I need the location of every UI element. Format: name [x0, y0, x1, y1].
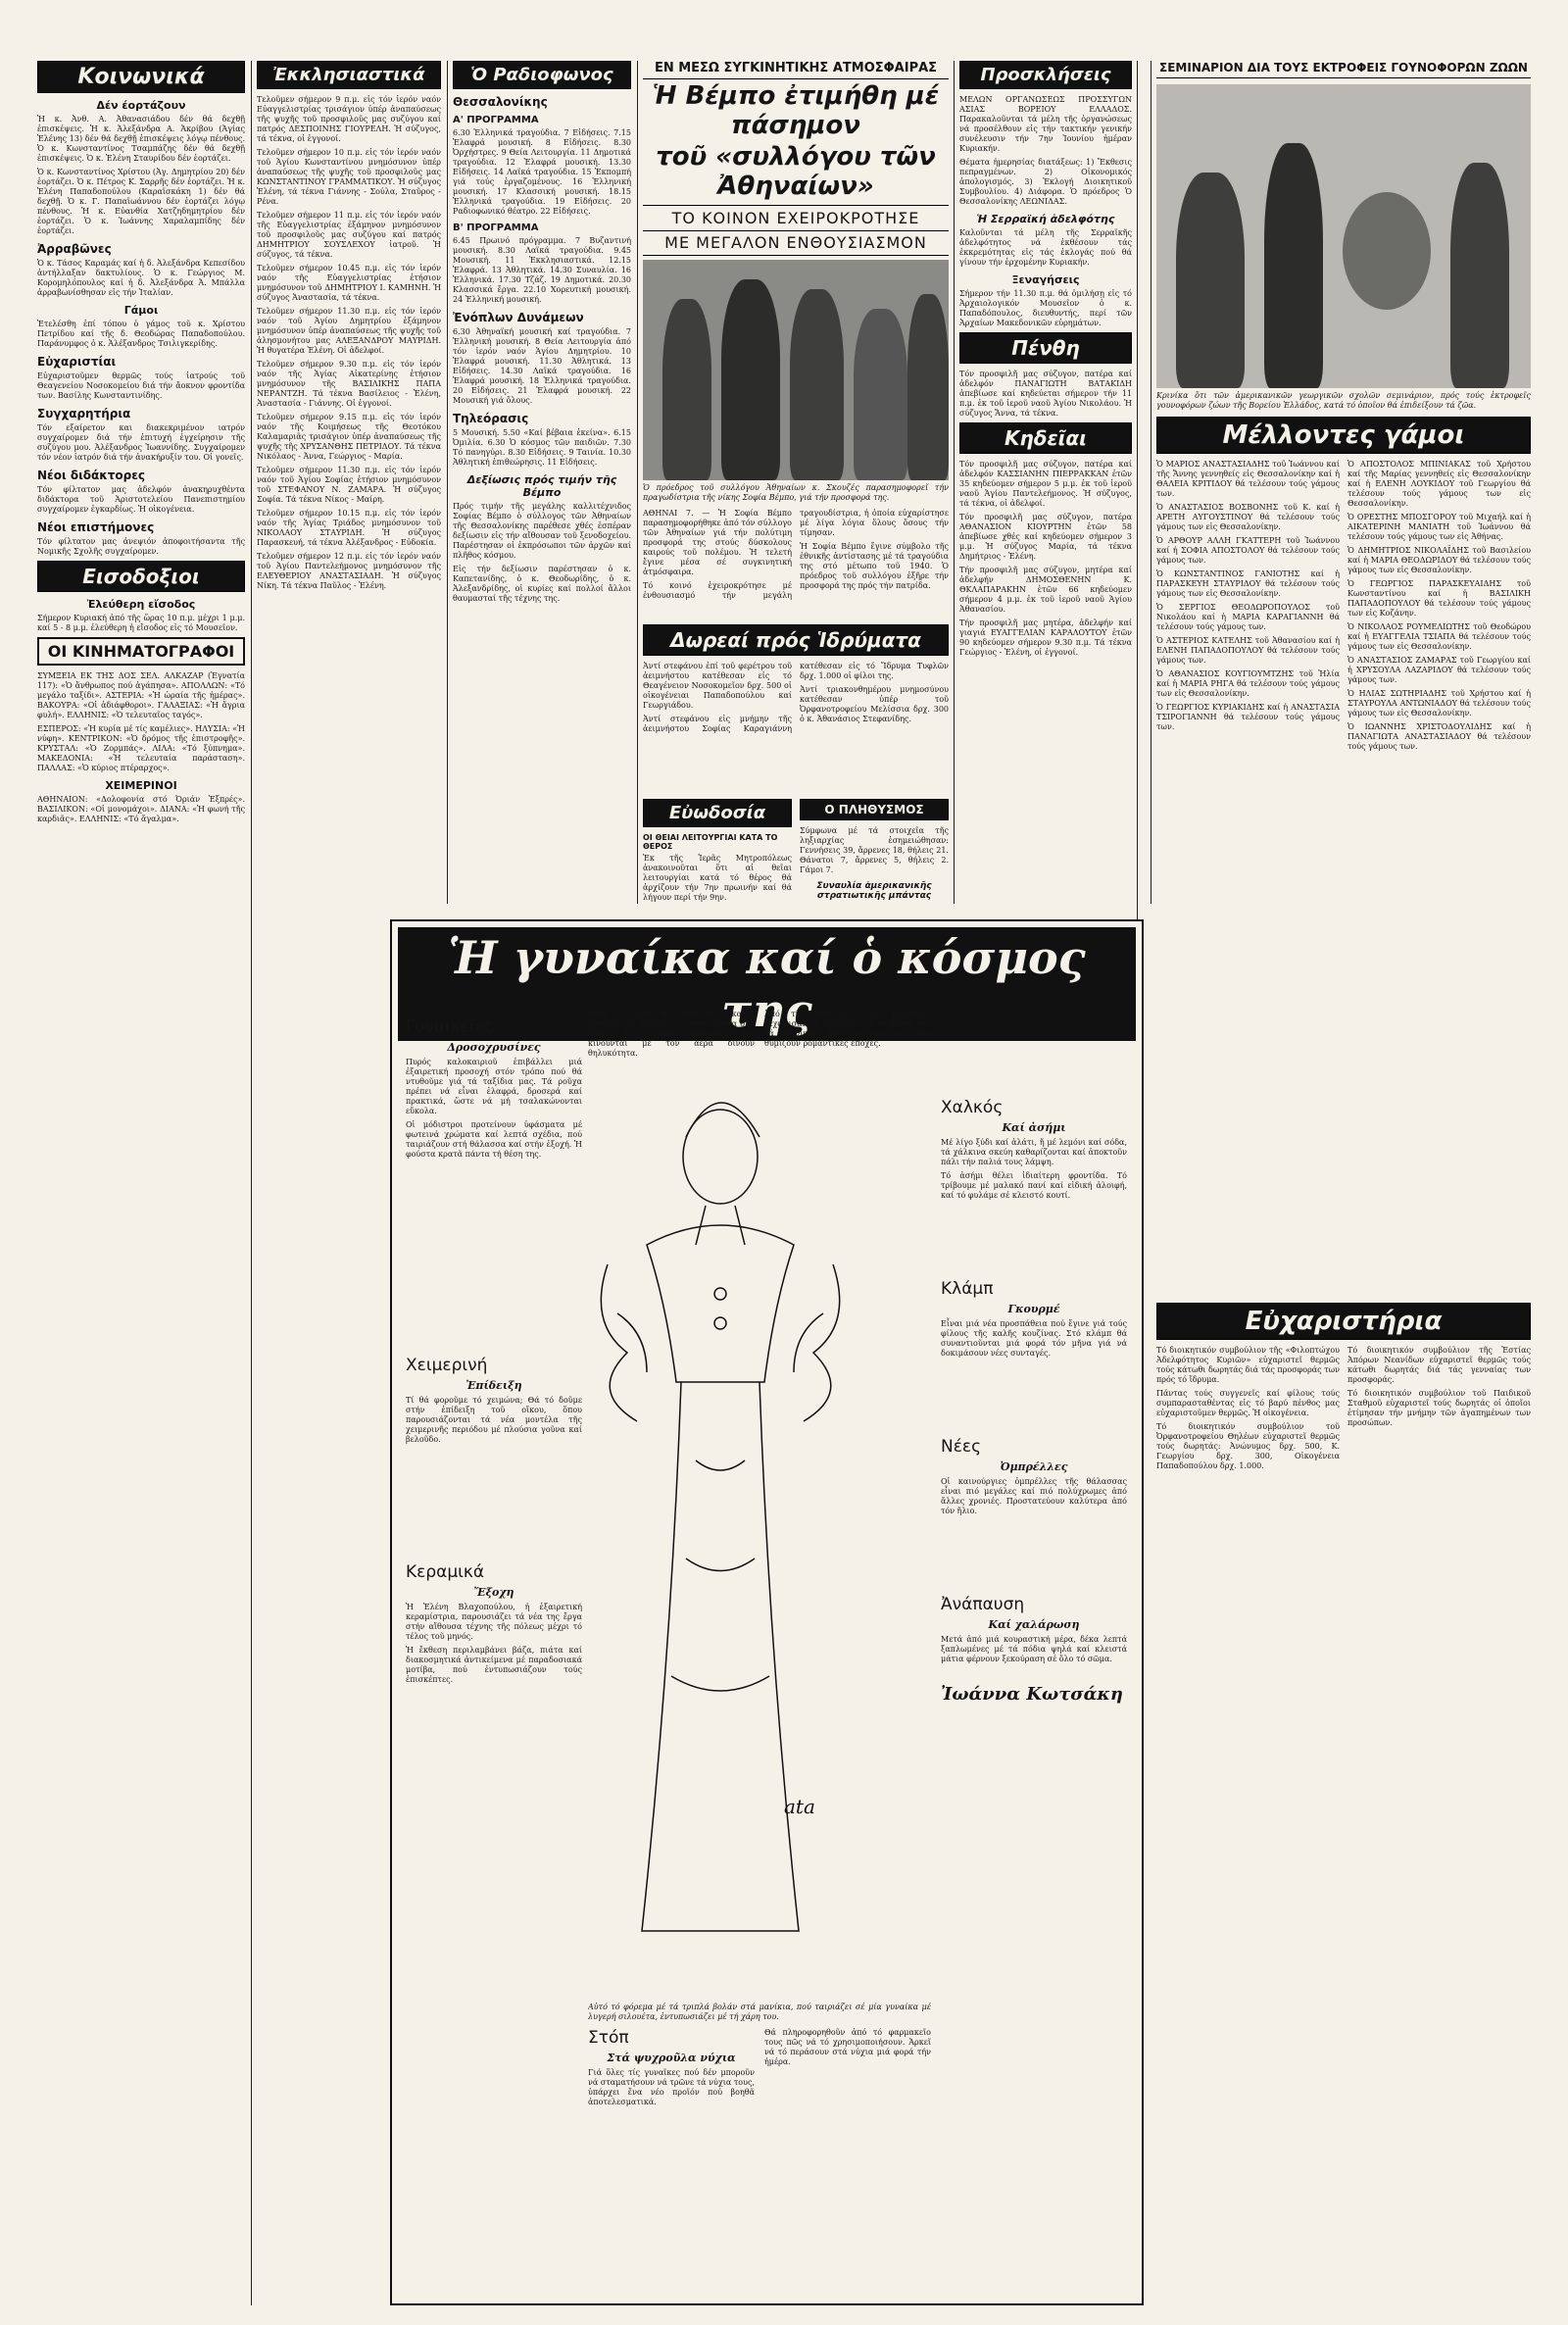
paragraph: Ὁ ΚΩΝΣΤΑΝΤΙΝΟΣ ΓΑΝΙΟΤΗΣ καί ἡ ΠΑΡΑΣΚΕΥΗ ΣΤΑΥΡΙΔΟΥ θά τελέσουν τούς γάμους των εἰς Θεσσαλονίκην.: [1156, 569, 1340, 598]
stop-block: [588, 2028, 755, 2111]
subhead: ΟΙ ΘΕΙΑΙ ΛΕΙΤΟΥΡΓΙΑΙ ΚΑΤΑ ΤΟ ΘΕΡΟΣ: [643, 833, 778, 851]
paragraph: Εὐχαριστοῦμεν θερμῶς τούς ἰατρούς τοῦ Θεαγενείου Νοσοκομείου διά τήν ἄοκνον φροντίδα των. Βασίλης Κωνσταντινίδης.: [37, 371, 245, 400]
photo-caption: Κρινίκα ὅτι τῶν ἀμερικανικῶν γεωργικῶν σχολῶν σεμινάριον, πρός τούς ἐκτροφεῖς γουνοφόρων ζώων τῆς Βορείου Ἑλλάδος, κατά τό ὁποῖον θά ἐπιδείξουν τά ζῶα.: [1156, 391, 1531, 410]
paragraph: Τί θά φοροῦμε τό χειμώνα; Θά τό δοῦμε στήν ἐπίδειξη τοῦ οἴκου, ὅπου παρουσιάζονται τά νέα μοντέλα τῆς χειμερινῆς περιόδου μέ πλούσια γοῦνα καί βελοῦδο.: [406, 1396, 582, 1444]
section-heading: Στόπ: [588, 2028, 629, 2048]
deck: ΜΕ ΜΕΓΑΛΟΝ ΕΝΘΟΥΣΙΑΣΜΟΝ: [643, 230, 949, 256]
section-subheading: Καί χαλάρωση: [988, 1618, 1080, 1631]
paragraph: Ἐκ τῆς Ἱερᾶς Μητροπόλεως ἀνακοινοῦται ὅτι αἱ θεῖαι λειτουργίαι κατά τό θέρος θά ἀρχίζουν τήν 7ην πρωινήν καί θά λήγουν περί τήν 9ην.: [643, 854, 792, 902]
thanks-col-right: [1348, 1346, 1531, 1475]
feature-title: Ἡ γυναίκα καί ὁ κόσμος της: [398, 927, 1136, 1041]
section-subheading: Καί ἀσήμι: [1002, 1121, 1066, 1134]
paragraph: Ἀπό τίς ἐπιδείξεις τῶν Παρισίων ξεχώρισαν τά φορέματα μέ τά βολάν καί τά μανίκια πού φουσκώνουν, πού θυμίζουν ρομαντικές ἐποχές.: [764, 1010, 931, 1048]
paragraph: Τό διοικητικόν συμβούλιον τῆς Ἑστίας Ἀπόρων Νεανίδων εὐχαριστεῖ θερμῶς τούς κάτωθι δωρητάς διά τάς γενναίας των προσφοράς.: [1348, 1346, 1531, 1384]
paragraph: Τελοῦμεν σήμερον 10.15 π.μ. εἰς τόν ἱερόν ναόν τῆς Ἁγίας Τριάδος μνημόσυνον τοῦ ΝΙΚΟΛΑΟΥ ΣΤΑΥΡΙΔΗ. Ἡ σύζυγος Παρασκευή, τά τέκνα Ἀλέξανδρος - Εὐδοκία.: [257, 509, 441, 547]
paragraph: Τό κοινό ἐχειροκρότησε μέ ἐνθουσιασμό τήν μεγάλη τραγουδίστρια, ἡ ὁποία εὐχαρίστησε μέ λίγα λόγια ὅλους ὅσους τήν τίμησαν.: [643, 509, 949, 600]
paragraph: Τελοῦμεν σήμερον 9.30 π.μ. εἰς τόν ἱερόν ναόν τῆς Ἁγίας Αἰκατερίνης ἐτήσιον μνημόσυνον τῆς ΒΑΣΙΛΙΚΗΣ ΠΑΠΑ ΝΕΡΑΝΤΖΗ. Τά τέκνα Βασίλειος - Ἑλένη, Ἀναστασία - Γιάννης. Οἱ ἐγγονοί.: [257, 360, 441, 408]
photo-caption: Ὁ πρόεδρος τοῦ συλλόγου Ἀθηναίων κ. Σκουζές παρασημοφορεῖ τήν πραγωδίστρια τῆς νίκης Σοφία Βέμπο, γιά τήν προσφορά της.: [643, 483, 949, 502]
paragraph: Ὁ ΜΑΡΙΟΣ ΑΝΑΣΤΑΣΙΑΔΗΣ τοῦ Ἰωάννου καί τῆς Ἄννης γεννηθείς εἰς Θεσσαλονίκην καί ἡ ΘΑΛΕΙΑ ΚΡΙΤΙΔΟΥ θά τελέσουν τούς γάμους των.: [1156, 460, 1340, 498]
paragraph: Θέματα ἡμερησίας διατάξεως: 1) Ἔκθεσις πεπραγμένων. 2) Οἰκονομικός ἀπολογισμός. 3) Ἐκλογή Διοικητικοῦ Συμβουλίου. 4) Διάφορα. Ὁ πρόεδρος Ὁ Θεσσαλονίκης ΛΕΩΝΙΔΑΣ.: [959, 158, 1132, 206]
feature-col-3: [941, 1010, 1127, 1705]
column-rule: [1151, 61, 1152, 904]
feature-col-1: [406, 1010, 582, 1689]
paragraph: Ἡ Σοφία Βέμπο ἔγινε σύμβολο τῆς ἐθνικῆς ἀντίστασης μέ τά τραγούδια της στό μέτωπο τοῦ 1940. Ὁ πρόεδρος τοῦ συλλόγου ἐξῆρε τήν προσφορά της πρός τήν πατρίδα.: [800, 542, 949, 590]
header-entrances: Εισοδοξιοι: [37, 561, 245, 592]
paragraph: Ὁ ΑΡΘΟΥΡ ΑΛΛΗ ΓΚΑΤΤΕΡΗ τοῦ Ἰωάννου καί ἡ ΣΟΦΙΑ ΑΠΟΣΤΟΛΟΥ θά τελέσουν τούς γάμους των.: [1156, 536, 1340, 565]
headline: τοῦ «συλλόγου τῶν Ἀθηναίων»: [656, 142, 936, 201]
paragraph: Τελοῦμεν σήμερον 11.30 π.μ. εἰς τόν ἱερόν ναόν τοῦ Ἁγίου Σοφίας ἐτήσιον μνημόσυνον τοῦ ΣΤΕΦΑΝΟΥ Ν. ΖΑΜΑΡΑ. Ἡ σύζυγος Σοφία. Τά τέκνα Νίκος - Μαίρη.: [257, 466, 441, 504]
deck: ΤΟ ΚΟΙΝΟΝ ΕΧΕΙΡΟΚΡΟΤΗΣΕ: [643, 205, 949, 231]
section-heading: Χαλκός: [941, 1098, 1004, 1117]
paragraph: Ἀντί τριακονθημέρου μνημοσύνου κατέθεσαν ὑπέρ τοῦ Ὀρφανοτροφείου Μελίσσια δρχ. 300 ὁ κ. Ἀθανάσιος Στεφανίδης.: [800, 685, 949, 723]
paragraph: Τελοῦμεν σήμερον 11.30 π.μ. εἰς τόν ἱερόν ναόν τοῦ Ἁγίου Δημητρίου ἑξάμηνον μνημόσυνον ὑπέρ ἀναπαύσεως τῆς ψυχῆς τοῦ ἀλησμονήτου μας ΑΛΕΞΑΝΔΡΟΥ ΜΑΥΡΙΔΗ. Ἡ θυγατέρα Ἑλένη. Οἱ ἀδελφοί.: [257, 307, 441, 355]
illustration-caption: Αὐτό τό φόρεμα μέ τά τριπλά βολάν στά μανίκια, πού ταιριάζει σέ μία γυναίκα μέ λυγερή σιλουέτα, ἐντυπωσιάζει μέ τή χάρη του.: [588, 2003, 931, 2021]
paragraph: Ἡ ἔκθεση περιλαμβάνει βάζα, πιάτα καί διακοσμητικά ἀντικείμενα μέ παραδοσιακά μοτίβα, πού ἐντυπωσιάζουν τούς ἐπισκέπτες.: [406, 1646, 582, 1684]
subhead: Συναυλία ἀμερικανικῆς στρατιωτικῆς μπάντας: [816, 881, 932, 901]
paragraph: Ὁ ΗΛΙΑΣ ΣΩΤΗΡΙΑΔΗΣ τοῦ Χρήστου καί ἡ ΣΤΑΥΡΟΥΛΑ ΑΝΤΩΝΙΑΔΟΥ θά τελέσουν τούς γάμους των εἰς Θεσσαλονίκην.: [1348, 689, 1531, 717]
weddings-body: [1156, 460, 1531, 1303]
subhead: ΧΕΙΜΕΡΙΝΟΙ: [105, 779, 177, 792]
paragraph: Τό ἀσήμι θέλει ἰδιαίτερη φροντίδα. Τό τρίβουμε μέ μαλακό πανί καί εἰδική ἀλοιφή, καί τό φυλάμε σέ κλειστό κουτί.: [941, 1171, 1127, 1200]
paragraph: Ὁ κ. Κωνσταντίνος Χρίστου (Ἀγ. Δημητρίου 20) δέν ἑορτάζει. Ὁ κ. Πέτρος Κ. Σαρρῆς δέν ἑορτάζει. Ἡ κ. Ἑλένη Παπαδοπούλου (Καραϊσκάκη 1) δέν θά δεχθῇ. Ὁ κ. Γ. Παπαϊωάννου δέν ἑορτάζει λόγῳ πένθους. Ἡ κ. Εὐανθία Χατζηδημητρίου δέν ἑορτάζει. Ὁ κ. Ἰωάννης Χαραλαμπίδης δέν ἑορτάζει.: [37, 168, 245, 235]
paragraph: ΣΥΜΞΕΙΑ ΕΚ ΤΗΣ ΔΟΣ ΣΕΛ. ΑΛΚΑΖΑΡ (Ἐγνατία 117): «Ὁ ἄνθρωπος πού ἀγάπησα». ΑΠΟΛΛΩΝ: «Τό μεγάλο ταξίδι». ΑΣΤΕΡΙΑ: «Ἡ ὡραία τῆς ἡμέρας». ΒΑΚΟΥΡΑ: «Οἱ ἀδιάφθοροι». ΓΑΛΑΞΙΑΣ: «Ἡ ἄγρια φυλή». ΕΛΛΗΝΙΣ: «Ὁ τελευταῖος ταγός».: [37, 671, 245, 719]
subhead: Συγχαρητήρια: [37, 407, 131, 420]
paragraph: ΜΕΛΩΝ ΟΡΓΑΝΩΣΕΩΣ ΠΡΟΣΣΥΓΩΝ ΑΣΙΑΣ ΒΟΡΕΙΟΥ ΕΛΛΑΔΟΣ. Παρακαλοῦνται τά μέλη τῆς ὀργανώσεως νά προσέλθουν εἰς τήν τακτικήν γενικήν συνέλευσιν τήν 7ην Ἰουνίου ἡμέραν Κυριακήν.: [959, 95, 1132, 153]
paragraph: Ὁ ΣΕΡΓΙΟΣ ΘΕΟΔΩΡΟΠΟΥΛΟΣ τοῦ Νικολάου καί ἡ ΜΑΡΙΑ ΚΑΡΑΓΙΑΝΝΗ θά τελέσουν τούς γάμους των.: [1156, 603, 1340, 631]
section-heading: Ἀνάπαυση: [941, 1595, 1025, 1614]
paragraph: Τελοῦμεν σήμερον 9.15 π.μ. εἰς τόν ἱερόν ναόν τῆς Κοιμήσεως τῆς Θεοτόκου Καλαμαριᾶς τρισάγιον ὑπέρ ἀναπαύσεως τῆς ψυχῆς τῆς ΧΡΥΣΑΝΘΗΣ ΠΕΤΡΙΔΟΥ. Τά τέκνα Νικόλαος - Ἀννα, Γεώργιος - Μαρία.: [257, 413, 441, 461]
women-feature: [390, 919, 1144, 2305]
paragraph: Τελοῦμεν σήμερον 10.45 π.μ. εἰς τόν ἱερόν ναόν τῆς Εὐαγγελιστρίας ἐτήσιον μνημόσυνον τοῦ ΔΗΜΗΤΡΙΟΥ Ι. ΚΑΜΗΝΗ. Ἡ σύζυγος Ἀναστασία, τά τέκνα.: [257, 264, 441, 302]
block-population: [800, 799, 949, 904]
section-subheading: Στά ψυχροῦλα νύχια: [607, 2052, 736, 2064]
header-radio: Ὁ Ραδιοφωνος: [453, 61, 631, 89]
header-funerals: Κηδεῖαι: [959, 422, 1132, 454]
weddings-col-right: [1348, 460, 1531, 1303]
paragraph: Σύμφωνα μέ τά στοιχεῖα τῆς ληξιαρχίας ἐσημειώθησαν: Γεννήσεις 39, ἄρρενες 18, θήλεις 21. Θάνατοι 7, ἄρρενες 5, θήλεις 2. Γάμοι 7.: [800, 826, 949, 874]
photo-vembo: [643, 260, 949, 480]
headline-seminar: ΣΕΜΙΝΑΡΙΟΝ ΔΙΑ ΤΟΥΣ ΕΚΤΡΟΦΕΙΣ ΓΟΥΝΟΦΟΡΩΝ ΖΩΩΝ: [1156, 61, 1531, 78]
paragraph: Ὁ ΑΝΑΣΤΑΣΙΟΣ ΖΑΜΑΡΑΣ τοῦ Γεωργίου καί ἡ ΧΡΥΣΟΥΛΑ ΛΑΖΑΡΙΔΟΥ θά τελέσουν τούς γάμους των.: [1348, 656, 1531, 684]
weddings-col-left: [1156, 460, 1340, 1303]
column-church: [257, 61, 441, 904]
section-subheading: Ἐπίδειξη: [466, 1379, 522, 1392]
paragraph: Ὁ ΝΙΚΟΛΑΟΣ ΡΟΥΜΕΛΙΩΤΗΣ τοῦ Θεοδώρου καί ἡ ΕΥΑΓΓΕΛΙΑ ΤΣΙΑΠΑ θά τελέσουν τούς γάμους των εἰς Θεσσαλονίκην.: [1348, 622, 1531, 651]
header-invitations: Προσκλήσεις: [959, 61, 1132, 89]
paragraph: Πυρός καλοκαιριοῦ ἐπιβάλλει μιά ἐξαιρετική προσοχή στόν τρόπο πού θά ντυθοῦμε γιά τά ταξίδια μας. Τά ροῦχα πρέπει νά εἶναι ἐλαφρά, δροσερά καί πρακτικά, ὥστε νά μή τσαλακώνονται εὔκολα.: [406, 1058, 582, 1115]
paragraph: Ἀντί στεφάνου εἰς μνήμην τῆς ἀειμνήστου Σοφίας Καραγιάννη κατέθεσαν εἰς τό Ἴδρυμα Τυφλῶν δρχ. 1.000 οἱ φίλοι της.: [643, 662, 949, 733]
bottom-row: [643, 799, 949, 904]
header-cinemas: ΟΙ ΚΙΝΗΜΑΤΟΓΡΑΦΟΙ: [37, 637, 245, 666]
column-rule: [251, 61, 252, 2305]
subhead: Τηλεόρασις: [453, 412, 529, 425]
paragraph: Ὁ ΑΣΤΕΡΙΟΣ ΚΑΤΕΛΗΣ τοῦ Ἀθανασίου καί ἡ ΕΛΕΝΗ ΠΑΠΑΔΟΠΟΥΛΟΥ θά τελέσουν τούς γάμους των.: [1156, 636, 1340, 665]
subhead: Ἐλεύθερη εἴσοδος: [86, 598, 196, 611]
header-thanks: Εὐχαριστήρια: [1156, 1303, 1531, 1340]
column-rule: [447, 61, 448, 904]
paragraph: Τήν προσφιλῆ μας μητέρα, ἀδελφήν καί γιαγιά ΕΥΑΓΓΕΛΙΑΝ ΚΑΡΑΛΟΥΤΟΥ ἐτῶν 90 κηδεύομεν σήμερον 9.30 π.μ. Τά τέκνα Γεώργιος - Ἑλένη, οἱ ἐγγονοί.: [959, 618, 1132, 657]
paragraph: Τό διοικητικόν συμβούλιον τῆς «Φιλοπτώχου Ἀδελφότητος Κυριῶν» εὐχαριστεῖ θερμῶς τούς κάτωθι δωρητάς διά τάς προσφοράς των πρός τό ἵδρυμα.: [1156, 1346, 1341, 1384]
paragraph: Καλοῦνται τά μέλη τῆς Σερραϊκῆς ἀδελφότητος νά ἐκθέσουν τάς ἐκκρεμότητας εἰς τάς ἐκλογάς πού θά γίνουν τήν ἐρχομένην Κυριακήν.: [959, 228, 1132, 267]
donations-body: [643, 662, 949, 799]
thanks-body: [1156, 1346, 1531, 1475]
header-social: Κοινωνικά: [37, 61, 245, 93]
paragraph: Τόν προσφιλῆ μας σύζυγον, πατέρα καί ἀδελφόν ΠΑΝΑΓΙΩΤΗ ΒΑΤΑΚΙΔΗ ἀπεβίωσε καί κηδεύεται σήμερον τήν 11 π.μ. ἐκ τοῦ ἱεροῦ ναοῦ Ἁγίου Νικολάου. Ἡ σύζυγος Ἄννα, τά τέκνα.: [959, 370, 1132, 418]
newspaper-page: [37, 61, 1531, 2305]
section-heading: Κλάμπ: [941, 1279, 994, 1299]
svg-text:ata: ata: [784, 1795, 815, 1818]
paragraph: Τό διοικητικόν συμβούλιον τοῦ Ὀρφανοτροφείου Θηλέων εὐχαριστεῖ θερμῶς τούς δωρητάς: Ἀνώνυμος δρχ. 500, Κ. Γεωργίου δρχ. 300, Οἰκογένεια Παπαδοπούλου δρχ. 1.000.: [1156, 1422, 1340, 1470]
section-heading: Γυναικεῖες: [406, 1017, 494, 1037]
paragraph: Θά πληροφορηθοῦν ἀπό τό φαρμακεῖο τους πῶς νά τό χρησιμοποιήσουν. Ἀρκεῖ νά τό περάσουν στά νύχια μιά φορά τήν ἡμέρα.: [764, 2028, 931, 2066]
byline: Ἰωάννα Κωτσάκη: [941, 1684, 1124, 1705]
paragraph: Ὁ ΙΩΑΝΝΗΣ ΧΡΙΣΤΟΔΟΥΛΙΔΗΣ καί ἡ ΠΑΝΑΓΙΩΤΑ ΑΝΑΣΤΑΣΙΑΔΟΥ θά τελέσουν τούς γάμους των.: [1348, 722, 1531, 751]
section-heading: Κεραμικά: [406, 1562, 485, 1582]
paragraph: Τελοῦμεν σήμερον 11 π.μ. εἰς τόν ἱερόν ναόν τῆς Εὐαγγελιστρίας ἐξάμηνον μνημόσυνον τοῦ προσφιλοῦς μας συζύγου καί πατρός ΔΗΜΗΤΡΙΟΥ ΣΟΥΣΛΕΧΟΥ ἰατροῦ. Ἡ σύζυγος, τά τέκνα.: [257, 211, 441, 259]
paragraph: Τελοῦμεν σήμερον 10 π.μ. εἰς τόν ἱερόν ναόν τοῦ Ἁγίου Κωνσταντίνου μνημόσυνον ὑπέρ ἀναπαύσεως τῆς ψυχῆς τοῦ προσφιλοῦς μας ΚΩΝΣΤΑΝΤΙΝΟΥ ΓΡΑΜΜΑΤΙΚΟΥ. Ἡ σύζυγος Ἑλένη, τά τέκνα Γιάννης - Σούλα, Σταῦρος - Ρένα.: [257, 148, 441, 206]
paragraph: Γιά ὅλες τίς γυναῖκες πού δέν μποροῦν νά σταματήσουν νά τρῶνε τά νύχια τους, ὑπάρχει ἕνα νέο προϊόν πού βοηθᾶ ἀποτελεσματικά.: [588, 2068, 755, 2106]
section-subheading: Ὀμπρέλλες: [1000, 1460, 1068, 1473]
paragraph: Εἶναι μιά νέα προσπάθεια πού ἔγινε γιά τούς φίλους τῆς καλῆς κουζίνας. Στό κλάμπ θά συναντιοῦνται μιά φορά τόν μῆνα γιά νά δοκιμάσουν νέες συνταγές.: [941, 1319, 1127, 1358]
subhead: Α' ΠΡΟΓΡΑΜΜΑ: [453, 115, 539, 125]
paragraph: ΑΘΗΝΑΙ 7. — Ἡ Σοφία Βέμπο παρασημοφορήθηκε ἀπό τόν σύλλογο τῶν Ἀθηναίων γιά τήν πολύτιμη προσφορά της στούς δύσκολους καιρούς τοῦ πολέμου. Ἡ τελετή ἔγινε μέσα σέ συγκινητική ἀτμόσφαιρα.: [643, 509, 792, 576]
paragraph: Εἰς τήν δεξίωσιν παρέστησαν ὁ κ. Καπετανίδης, ὁ κ. Θεοδωρίδης, ὁ κ. Ἀλεξανδρίδης, οἱ κυρίες καί πολλοί ἄλλοι θαυμασταί τῆς τέχνης της.: [453, 565, 631, 603]
column-vembo: [643, 61, 949, 904]
subhead: Ἡ Σερραϊκή ἀδελφότης: [976, 213, 1115, 225]
section-heading: Νέες: [941, 1437, 982, 1457]
section-subheading: Ἔξοχη: [473, 1586, 514, 1599]
paragraph: Τελοῦμεν σήμερον 9 π.μ. εἰς τόν ἱερόν ναόν Εὐαγγελιστρίας τρισάγιον ὑπέρ ἀναπαύσεως τῆς ψυχῆς τοῦ προσφιλοῦς μας συζύγου καί πατρός ΔΕΣΠΟΙΝΗΣ ΓΙΟΥΡΕΛΗ. Ἡ σύζυγος, τά τέκνα, οἱ ἐγγονοί.: [257, 95, 441, 143]
paragraph: Τελοῦμεν σήμερον 12 π.μ. εἰς τόν ἱερόν ναόν τοῦ Ἁγίου Παντελεήμονος μνημόσυνον τῆς ΕΛΕΥΘΕΡΙΟΥ ΑΝΑΣΤΑΣΙΑΔΗ. Ἡ σύζυγος Νίκη. Τά τέκνα Παῦλος - Ἑλένη.: [257, 552, 441, 590]
paragraph: κενη. Τό σχέδιο της εἶναι ἁπλό, καί ἡ γραμμή τοῦ φορέματος πιάνει ὡραῖα στό σῶμα. Τά ἐλαφρά ὑφάσματα πού κινοῦνται μέ τόν ἀέρα δίνουν θηλυκότητα.: [588, 1010, 755, 1058]
paragraph: Ἐτελέσθη ἐπί τόπου ὁ γάμος τοῦ κ. Χρίστου Πετρίδου καί τῆς δ. Θεοδώρας Παπαδοπούλου. Παράνυμφος ὁ κ. Ἀλέξανδρος Τσιλιγκερίδης.: [37, 320, 245, 348]
paragraph: Πρός τιμήν τῆς μεγάλης καλλιτέχνιδος Σοφίας Βέμπο ὁ σύλλογος τῶν Ἀθηναίων τῆς Θεσσαλονίκης παρέθεσε χθές ἐσπέραν δεξίωσιν εἰς τήν αἴθουσαν τοῦ ξενοδοχείου. Παρέστησαν οἱ ἐκπρόσωποι τῶν ἀρχῶν καί πλῆθος κόσμου.: [453, 502, 631, 560]
header-church: Ἐκκλησιαστικά: [257, 61, 441, 89]
feature-bottom: [588, 2000, 931, 2111]
header-population: Ο ΠΛΗΘΥΣΜΟΣ: [800, 799, 949, 820]
paragraph: Τόν φίλτατον μας ἀδελφόν ἀνακηρυχθέντα διδάκτορα τοῦ Ἀριστοτελείου Πανεπιστημίου συγχαίρομεν ἐγκαρδίως. Ἡ οἰκογένεια.: [37, 485, 245, 514]
paragraph: Ὁ ΑΠΟΣΤΟΛΟΣ ΜΠΙΝΙΑΚΑΣ τοῦ Χρήστου καί τῆς Μαρίας γεννηθείς εἰς Θεσσαλονίκην καί ἡ ΕΛΕΝΗ ΛΟΥΚΙΔΟΥ τοῦ Γεωργίου θά τελέσουν τούς γάμους των εἰς Θεσσαλονίκην.: [1348, 460, 1531, 508]
paragraph: Ὁ ΑΘΑΝΑΣΙΟΣ ΚΟΥΓΙΟΥΜΤΖΗΣ τοῦ Ἠλία καί ἡ ΜΑΡΙΑ ΡΗΓΑ θά τελέσουν τούς γάμους των εἰς Θεσσαλονίκην.: [1156, 669, 1340, 698]
paragraph: Μετά ἀπό μιά κουραστική μέρα, δέκα λεπτά ξαπλωμένες μέ τά πόδια ψηλά καί κλειστά μάτια φέρνουν ξεκούραση σέ ὅλο τό σῶμα.: [941, 1635, 1127, 1663]
paragraph: Ὁ ΓΕΩΡΓΙΟΣ ΚΥΡΙΑΚΙΔΗΣ καί ἡ ΑΝΑΣΤΑΣΙΑ ΤΣΙΡΟΓΙΑΝΝΗ θά τελέσουν τούς γάμους των.: [1156, 703, 1340, 731]
subhead: Γάμοι: [123, 304, 159, 317]
section-subheading: Γκουρμέ: [1007, 1303, 1060, 1315]
kicker: ΕΝ ΜΕΣΩ ΣΥΓΚΙΝΗΤΙΚΗΣ ΑΤΜΟΣΦΑΙΡΑΣ: [643, 61, 949, 79]
paragraph: Σήμερον τήν 11.30 π.μ. θά ὁμιλήσῃ εἰς τό Ἀρχαιολογικόν Μουσεῖον ὁ κ. Παπαδόπουλος, διευθυντής, περί τῶν Ἀρχαίων Μακεδονικῶν εὑρημάτων.: [959, 289, 1132, 327]
paragraph: 5 Μουσική. 5.50 «Καί βέβαια ἐκείνα». 6.15 Ὀμιλία. 6.30 Ὁ κόσμος τῶν παιδιῶν. 7.30 Τό πανηγύρι. 8.30 Εἰδήσεις. 9 Ταινία. 10.30 Ἀθλητική ἐπιθεώρησις. 11 Εἰδήσεις.: [453, 428, 631, 467]
paragraph: Τόν εξαίρετον και διακεκριμένον ιατρόν συγχαίρομεν διά τήν ἐπιτυχή ἐγχείρησιν τῆς συζύγου μου. Ἀλέξανδρος Ἰωαννίδης. Συγχαίρομεν τόν νέον ἰατρόν διά τήν ἀνακήρυξίν του. Οἱ γονεῖς.: [37, 423, 245, 462]
column-radio: [453, 61, 631, 904]
subhead: Ἐνόπλων Δυνάμεων: [453, 311, 584, 324]
subhead: Θεσσαλονίκης: [453, 95, 548, 109]
paragraph: 6.30 Ἑλληνικά τραγούδια. 7 Εἰδήσεις. 7.15 Ἐλαφρά μουσική. 8 Εἰδήσεις. 8.30 Ὀρχήστρες. 9 Θεία Λειτουργία. 11 Δημοτικά τραγούδια. 12 Ἐλαφρά μουσική. 13.30 Εἰδήσεις. 14 Λαϊκά τραγούδια. 15 Ἐκπομπή γιά τούς ἐργαζομένους. 16 Ἐλληνική μουσική. 17 Κλασσική μουσική. 18.15 Ἑλληνικά τραγούδια. 19 Εἰδήσεις. 20 Ραδιοφωνικό θέατρο. 22 Εἰδήσεις.: [453, 128, 631, 216]
paragraph: Ὁ ΑΝΑΣΤΑΣΙΟΣ ΒΟΣΒΟΝΗΣ τοῦ Κ. καί ἡ ΑΡΕΤΗ ΑΥΓΟΥΣΤΙΝΟΥ θά τελέσουν τούς γάμους των εἰς Θεσσαλονίκην.: [1156, 503, 1340, 531]
subhead: Δεξίωσις πρός τιμήν τῆς Βέμπο: [466, 473, 617, 499]
article-body: [643, 509, 949, 624]
column-seminar: [1156, 61, 1531, 2305]
subhead: Νέοι επιστήμονες: [37, 520, 155, 534]
subhead: Νέοι διδάκτορες: [37, 469, 146, 482]
paragraph: 6.45 Πρωινό πρόγραμμα. 7 Βυζαντινή μουσική. 8.30 Λαϊκά τραγούδια. 9.45 Μουσική. 11 Ἐκκλησιαστικά. 12.15 Ἐλαφρά. 13 Ἀθλητικά. 14.30 Συναυλία. 16 Ἐλληνικά. 17.30 Τζάζ. 19 Δημοτικά. 20.30 Κλασσικά ἔργα. 22.10 Χορευτική μουσική. 24 Ἑλληνική μουσική.: [453, 236, 631, 304]
header-future-weddings: Μέλλοντες γάμοι: [1156, 417, 1531, 454]
column-rule: [637, 61, 638, 904]
subhead: Εὐχαριστίαι: [37, 355, 117, 369]
paragraph: Ὁ κ. Τάσος Καραμάς καί ἡ δ. Ἀλεξάνδρα Κεπεσίδου ἀντήλλαξαν δακτυλίους. Ὁ κ. Γεώργιος Μ. Κορομηλόπουλος καί ἡ δ. Ἀλεξάνδρα Ἀ. Μπάλλα ἀρραβωνίσθησαν εἰς τήν Ἰταλίαν.: [37, 259, 245, 297]
subhead: Β' ΠΡΟΓΡΑΜΜΑ: [453, 223, 539, 233]
fashion-illustration-icon: [588, 1068, 853, 2000]
header-donations: Δωρεαί πρός Ἱδρύματα: [643, 624, 949, 656]
section-heading: Χειμερινή: [406, 1356, 488, 1375]
photo-seminar: [1156, 84, 1531, 388]
paragraph: Τόν φίλτατον μας ἀνεψιόν ἀποφοιτήσαντα τῆς Νομικῆς Σχολῆς συγχαίρομεν.: [37, 537, 245, 556]
header-euodosia: Εὐωδοσία: [643, 799, 792, 827]
paragraph: Ὁ ΔΗΜΗΤΡΙΟΣ ΝΙΚΟΛΑΪΔΗΣ τοῦ Βασιλείου καί ἡ ΜΑΡΙΑ ΘΕΟΔΩΡΙΔΟΥ θά τελέσουν τούς γάμους των εἰς Θεσσαλονίκην.: [1348, 546, 1531, 574]
paragraph: Τό διοικητικόν συμβούλιον τοῦ Παιδικοῦ Σταθμοῦ εὐχαριστεῖ τούς δωρητάς οἱ ὁποῖοι ἐτίμησαν τήν μνήμην τῶν ἀγαπημένων των προσώπων.: [1348, 1389, 1531, 1427]
headline: Ἡ Βέμπο ἐτιμήθη μέ πάσημον: [652, 81, 940, 140]
paragraph: Τόν προσφιλῆ μας σύζυγον, πατέρα ΑΘΑΝΑΣΙΟΝ ΚΙΟΥΡΤΗΝ ἐτῶν 58 ἀπεβίωσε χθές καί κηδεύομεν σήμερον 3 μ.μ. Ἡ σύζυγος Μαρία, τά τέκνα Δημήτριος - Ἑλένη.: [959, 513, 1132, 561]
subhead: Ἀρραβῶνες: [37, 242, 112, 256]
header-mourning: Πένθη: [959, 332, 1132, 364]
paragraph: Μέ λίγο ξύδι καί ἀλάτι, ἤ μέ λεμόνι καί σόδα, τά χάλκινα σκεύη καθαρίζονται καί ἀποκτοῦν πάλι τήν παλιά τους λάμψη.: [941, 1138, 1127, 1166]
thanks-col-left: [1156, 1346, 1340, 1475]
paragraph: Τόν προσφιλῆ μας σύζυγον, πατέρα καί ἀδελφόν ΚΑΣΣΙΑΝΗΝ ΠΙΕΡΡΑΚΚΑΝ ἐτῶν 35 κηδεύομεν σήμερον 5 μ.μ. ἐκ τοῦ ἱεροῦ ναοῦ Ἁγίου Παντελεήμονος. Ἡ σύζυγος, τά τέκνα, οἱ ἀδελφοί.: [959, 460, 1132, 508]
subhead: Δέν έορτάζουν: [96, 99, 186, 112]
paragraph: Πάντας τούς συγγενεῖς καί φίλους τούς συμπαρασταθέντας εἰς τό βαρύ πένθος μας εὐχαριστοῦμεν θερμῶς. Ἡ οἰκογένεια.: [1156, 1389, 1340, 1417]
paragraph: ΕΣΠΕΡΟΣ: «Ἡ κυρία μέ τίς καμέλιες». ΗΛΥΣΙΑ: «Ἡ νύφη». ΚΕΝΤΡΙΚΟΝ: «Ὁ δρόμος τῆς ἐπιστροφῆς». ΚΡΥΣΤΑΛ: «Ὁ Ζορμπάς». ΛΙΛΑ: «Τό ξύπνημα». ΜΑΚΕΔΟΝΙΑ: «Ἡ τελευταία παράσταση». ΠΑΛΛΑΣ: «Ὁ κύριος πτέραρχος».: [37, 724, 245, 772]
subhead: Ξεναγήσεις: [1011, 273, 1080, 286]
paragraph: Οἱ μόδιστροι προτείνουν ὑφάσματα μέ φωτεινά χρώματα καί λεπτά σχέδια, πού ταιριάζουν στή θάλασσα καί στήν ἐξοχή. Ἡ φούστα κρατᾶ πάντα τή θέση της.: [406, 1120, 582, 1159]
stop-block-cont: [764, 2028, 931, 2111]
paragraph: Ἀντί στεφάνου ἐπί τοῦ φερέτρου τοῦ ἀειμνήστου κατέθεσαν εἰς τό Θεαγένειον Νοσοκομεῖον δρχ. 500 οἱ οἰκογένειαι Παπαδοπούλου καί Γεωργιάδου.: [643, 662, 792, 710]
section-subheading: Δροσοχρυσίνες: [447, 1041, 541, 1054]
paragraph: Τήν προσφιλῆ μας σύζυγον, μητέρα καί ἀδελφήν ΔΗΜΟΣΘΕΝΗΝ Κ. ΘΚΛΑΠΑΡΑΚΗΝ ἐτῶν 66 κηδεύομεν σήμερον 4 μ.μ. ἐκ τοῦ ἱεροῦ ναοῦ Ἁγίου Ἀθανασίου.: [959, 566, 1132, 614]
column-social: [37, 61, 245, 2305]
block-euodosia: [643, 799, 792, 904]
paragraph: Ἡ Ἑλένη Βλαχοπούλου, ἡ ἐξαιρετική κεραμίστρια, παρουσιάζει τά νέα της ἔργα στήν αἴθουσα τέχνης τῆς πόλεως μέχρι τό τέλος τοῦ μηνός.: [406, 1603, 582, 1641]
paragraph: Οἱ καινούργιες ὀμπρέλλες τῆς θάλασσας εἶναι πιό μεγάλες καί πιό πολύχρωμες ἀπό ἄλλες χρονιές. Προστατεύουν καλύτερα ἀπό τόν ἥλιο.: [941, 1477, 1127, 1515]
paragraph: Ὁ ΟΡΕΣΤΗΣ ΜΠΟΣΓΟΡΟΥ τοῦ Μιχαήλ καί ἡ ΑΙΚΑΤΕΡΙΝΗ ΜΑΝΙΑΤΗ τοῦ Ἰωάννου θά τελέσουν τούς γάμους των εἰς Ἀθήνας.: [1348, 513, 1531, 541]
paragraph: Σήμερον Κυριακή ἀπό τῆς ὥρας 10 π.μ. μέχρι 1 μ.μ. καί 5 - 8 μ.μ. ἐλεύθερη ἡ εἴσοδος εἰς τό Μουσεῖον.: [37, 614, 245, 632]
feature-bottom-row: [588, 2028, 931, 2111]
paragraph: ΑΘΗΝΑΙΟΝ: «Δολοφονία στό Ὀριάν Ἐξπρές». ΒΑΣΙΛΙΚΟΝ: «Οἱ μονομάχοι». ΔΙΑΝΑ: «Ἡ φωνή τῆς καρδιᾶς». ΕΛΛΗΝΙΣ: «Τό ἄγαλμα».: [37, 795, 245, 823]
paragraph: Ἡ κ. Ἀνθ. Α. Ἀθανασιάδου δέν θά δεχθῇ ἐπισκέψεις. Ἡ κ. Ἀλεξάνδρα Α. Ἀκρίβου (Ἀγίας Ἑλένης 13) δέν θά δεχθῇ ἐπισκέψεις λόγῳ πένθους. Ὁ κ. Κωνσταντίνος Τσαμπάζης δέν θά δεχθῇ ἐπισκέψεις. Ὁ κ. Ἑλένη Σταυρίδου δέν ἑορτάζει.: [37, 115, 245, 163]
paragraph: Ὁ ΓΕΩΡΓΙΟΣ ΠΑΡΑΣΚΕΥΑΙΔΗΣ τοῦ Κωνσταντίνου καί ἡ ΒΑΣΙΛΙΚΗ ΠΑΠΑΔΟΠΟΥΛΟΥ θά τελέσουν τούς γάμους των εἰς Κοζάνην.: [1348, 579, 1531, 618]
column-rule: [954, 61, 955, 904]
paragraph: 6.30 Ἀθηναϊκή μουσική καί τραγούδια. 7 Ἐλληνική μουσική. 8 Θεία Λειτουργία ἀπό τόν ἱερόν ναόν Ἁγίου Δημητρίου. 10 Ἐλαφρά μουσική. 11.30 Ἀθλητικά. 13 Εἰδήσεις. 14.30 Λαϊκά τραγούδια. 16 Ἐλαφρά μουσική. 18 Ἐλληνικά τραγούδια. 20 Εἰδήσεις. 21 Ἐλαφρά μουσική. 22 Μουσική γιά ὅλους.: [453, 327, 631, 405]
